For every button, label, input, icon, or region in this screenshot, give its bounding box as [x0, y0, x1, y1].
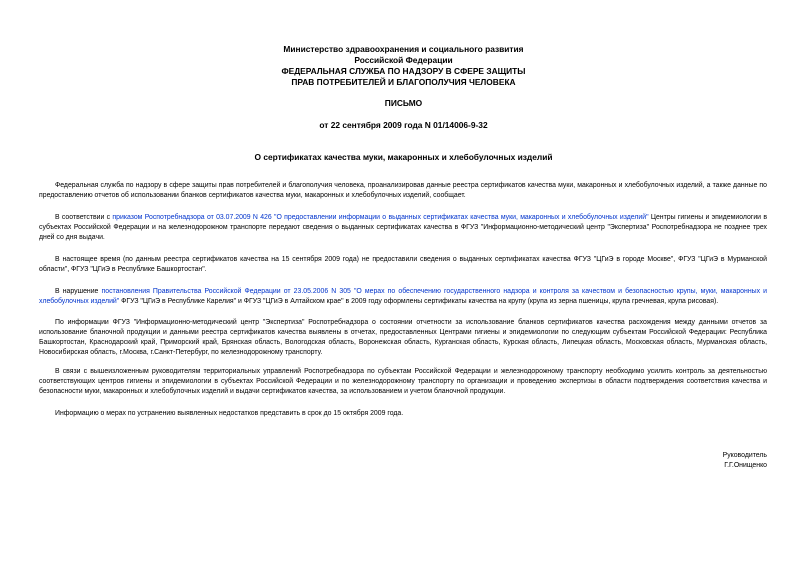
signature-block [723, 451, 767, 471]
service-name-line1: ФЕДЕРАЛЬНАЯ СЛУЖБА ПО НАДЗОРУ В СФЕРЕ ЗАЩИТЫ [281, 66, 526, 76]
document-type: ПИСЬМО [384, 98, 423, 108]
document-body [39, 181, 767, 201]
paragraph-4-lead: В нарушение [55, 288, 102, 295]
service-name-line2: ПРАВ ПОТРЕБИТЕЛЕЙ И БЛАГОПОЛУЧИЯ ЧЕЛОВЕКА [291, 77, 516, 87]
document-body-p2 [39, 213, 767, 243]
paragraph-2 [39, 213, 767, 243]
document-body-p5 [39, 318, 767, 358]
paragraph-4-rest: ФГУЗ "ЦГиЭ в Республике Карелия" и ФГУЗ "ЦГиЭ в Алтайском крае" в 2009 году оформлены сертификаты качества на крупу (крупа из зерна пшеницы, крупа гречневая, крупа рисовая). [119, 298, 719, 305]
paragraph-2-rest: Центры гигиены и эпидемиологии в субъектах Российской Федерации и на железнодорожном транспорте передают сведения о выданных сертификатах качества в ФГУЗ "Информационно-методический центр "Экспертиза" Роспотребнадзора не позднее трех дней со дня выдачи. [39, 214, 767, 241]
ministry-name: Министерство здравоохранения и социального развития [283, 44, 524, 54]
document-date-number: от 22 сентября 2009 года N 01/14006-9-32 [319, 120, 488, 130]
document-body-p6 [39, 367, 767, 397]
paragraph-6: В связи с вышеизложенным руководителям территориальных управлений Роспотребнадзора по субъектам Российской Федерации и железнодорожному транспорту необходимо усилить контроль за деятельностью соответствующих центров гигиены и эпидемиологии в субъектах Российской Федерации и по железнодорожному транспорту по организации и проведению экспертизы в области подтверждения соответствия качества и безопасности муки, макаронных и хлебобулочных изделий и выдачи сертификатов качества, за использованием и учетом бланочной продукции. [39, 368, 767, 395]
document-body-p7 [39, 409, 767, 419]
ministry-country: Российской Федерации [354, 55, 453, 65]
paragraph-1: Федеральная служба по надзору в сфере защиты прав потребителей и благополучия человека, проанализировав данные реестра сертификатов качества муки, макаронных и хлебобулочных изделий, а также данные по предоставлению отчетов об использовании бланков сертификатов качества муки, макаронных и хлебобулочных изделий, сообщает. [39, 182, 767, 199]
resolution-305-link[interactable]: постановления Правительства Российской Федерации от 23.05.2006 N 305 "О мерах по обеспечению государственного надзора и контроля за качеством и безопасностью крупы, муки, макаронных и хлебобулочных изделий" [39, 288, 767, 305]
order-426-link[interactable]: приказом Роспотребнадзора от 03.07.2009 N 426 "О предоставлении информации о выданных сертификатах качества муки, макаронных и хлебобулочных изделий" [112, 214, 649, 221]
paragraph-2-lead: В соответствии с [55, 214, 113, 221]
paragraph-7: Информацию о мерах по устранению выявленных недостатков представить в срок до 15 октября 2009 года. [55, 410, 404, 417]
paragraph-3: В настоящее время (по данным реестра сертификатов качества на 15 сентября 2009 года) не предоставили сведения о выданных сертификатах качества ФГУЗ "ЦГиЭ в городе Москве", ФГУЗ "ЦГиЭ в Мурманской области", ФГУЗ "ЦГиЭ в Республике Башкортостан". [39, 256, 767, 273]
document-body-p3 [39, 255, 767, 275]
signatory-position: Руководитель [722, 452, 767, 459]
document-subject: О сертификатах качества муки, макаронных и хлебобулочных изделий [254, 152, 553, 162]
paragraph-5: По информации ФГУЗ "Информационно-методический центр "Экспертиза" Роспотребнадзора о состоянии отчетности за использование бланков сертификатов качества расхождения между данными отчетов за использование бланочной продукции и данными реестра сертификатов качества выявлены в отчетах, предоставленных Центрами гигиены и эпидемиологии по следующим субъектам Российской Федерации: Республика Башкортостан, Краснодарский край, Приморский край, Брянская область, Вологодская область, Воронежская область, Курганская область, Курская область, Липецкая область, Московская область, Мурманская область, Новосибирская область, г.Москва, г.Санкт-Петербург, по железнодорожному транспорту. [39, 319, 767, 356]
paragraph-4 [39, 287, 767, 307]
signatory-name: Г.Г.Онищенко [724, 462, 767, 469]
document-body-p4 [39, 287, 767, 307]
issuer-header [0, 44, 807, 88]
